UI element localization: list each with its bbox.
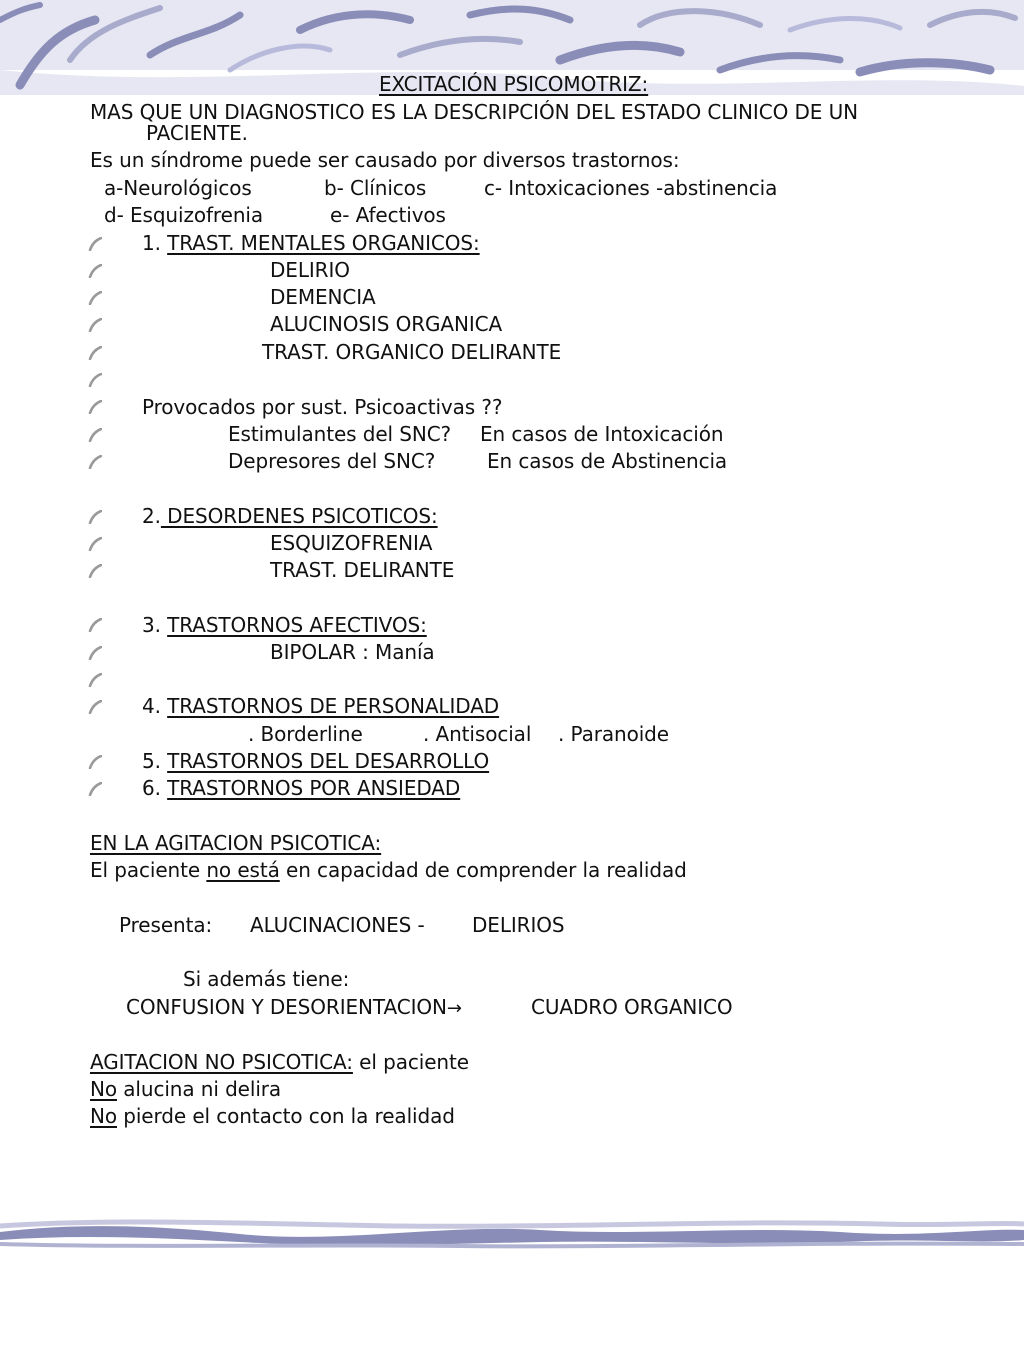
psychotic-heading: EN LA AGITACION PSICOTICA:: [90, 831, 382, 855]
intro-line-3: Es un síndrome puede ser causado por diversos trastornos:: [90, 148, 680, 172]
substances-heading: Provocados por sust. Psicoactivas ??: [142, 395, 503, 419]
bullet-icon: [88, 428, 102, 442]
decorative-wave-footer: [0, 1214, 1024, 1250]
bullet-icon: [88, 455, 102, 469]
cause-a: a-Neurológicos: [104, 176, 252, 200]
intro-line-2: PACIENTE.: [146, 121, 248, 145]
si-ademas-label: Si además tiene:: [183, 967, 350, 991]
cause-e: e- Afectivos: [330, 203, 446, 227]
section-6-heading: 6. TRASTORNOS POR ANSIEDAD: [142, 776, 461, 800]
presenta-hallucinations: ALUCINACIONES -: [250, 913, 425, 937]
section-3-item: BIPOLAR : Manía: [270, 640, 435, 664]
cause-c: c- Intoxicaciones -abstinencia: [484, 176, 778, 200]
section-2-item: ESQUIZOFRENIA: [270, 531, 433, 555]
bullet-icon: [88, 646, 102, 660]
personality-type: . Paranoide: [558, 722, 669, 746]
depressants-case: En casos de Abstinencia: [487, 449, 728, 473]
confusion-line: CONFUSION Y DESORIENTACION→: [126, 995, 462, 1019]
non-psychotic-line-1: No alucina ni delira: [90, 1077, 282, 1101]
bullet-icon: [88, 264, 102, 278]
personality-type: . Antisocial: [423, 722, 532, 746]
cause-b: b- Clínicos: [324, 176, 427, 200]
depressants-label: Depresores del SNC?: [228, 449, 436, 473]
non-psychotic-line-2: No pierde el contacto con la realidad: [90, 1104, 455, 1128]
bullet-icon: [88, 510, 102, 524]
section-1-item: TRAST. ORGANICO DELIRANTE: [262, 340, 562, 364]
section-1-item: DEMENCIA: [270, 285, 376, 309]
bullet-icon: [88, 318, 102, 332]
arrow-right-icon: →: [446, 998, 462, 1019]
section-1-item: ALUCINOSIS ORGANICA: [270, 312, 503, 336]
page-title: EXCITACIÓN PSICOMOTRIZ:: [379, 72, 649, 96]
section-2-heading: 2. DESORDENES PSICOTICOS:: [142, 504, 438, 528]
section-1-heading: 1. TRAST. MENTALES ORGANICOS:: [142, 231, 480, 255]
bullet-icon: [88, 373, 102, 387]
section-1-item: DELIRIO: [270, 258, 350, 282]
bullet-icon: [88, 782, 102, 796]
bullet-icon: [88, 346, 102, 360]
personality-type: . Borderline: [248, 722, 363, 746]
bullet-icon: [88, 537, 102, 551]
bullet-icon: [88, 237, 102, 251]
bullet-icon: [88, 673, 102, 687]
bullet-icon: [88, 618, 102, 632]
bullet-icon: [88, 755, 102, 769]
stimulants-case: En casos de Intoxicación: [480, 422, 724, 446]
section-2-item: TRAST. DELIRANTE: [270, 558, 455, 582]
section-5-heading: 5. TRASTORNOS DEL DESARROLLO: [142, 749, 490, 773]
section-4-heading: 4. TRASTORNOS DE PERSONALIDAD: [142, 694, 500, 718]
non-psychotic-heading: AGITACION NO PSICOTICA: el paciente: [90, 1050, 469, 1074]
section-3-heading: 3. TRASTORNOS AFECTIVOS:: [142, 613, 427, 637]
stimulants-label: Estimulantes del SNC?: [228, 422, 452, 446]
cause-d: d- Esquizofrenia: [104, 203, 264, 227]
presenta-delusions: DELIRIOS: [472, 913, 565, 937]
bullet-icon: [88, 564, 102, 578]
presenta-label: Presenta:: [119, 913, 213, 937]
bullet-icon: [88, 291, 102, 305]
intro-line-1: MAS QUE UN DIAGNOSTICO ES LA DESCRIPCIÓN DEL ESTADO CLINICO DE UN: [90, 100, 858, 124]
psychotic-line: El paciente no está en capacidad de comprender la realidad: [90, 858, 687, 882]
organic-label: CUADRO ORGANICO: [531, 995, 733, 1019]
bullet-icon: [88, 700, 102, 714]
bullet-icon: [88, 400, 102, 414]
